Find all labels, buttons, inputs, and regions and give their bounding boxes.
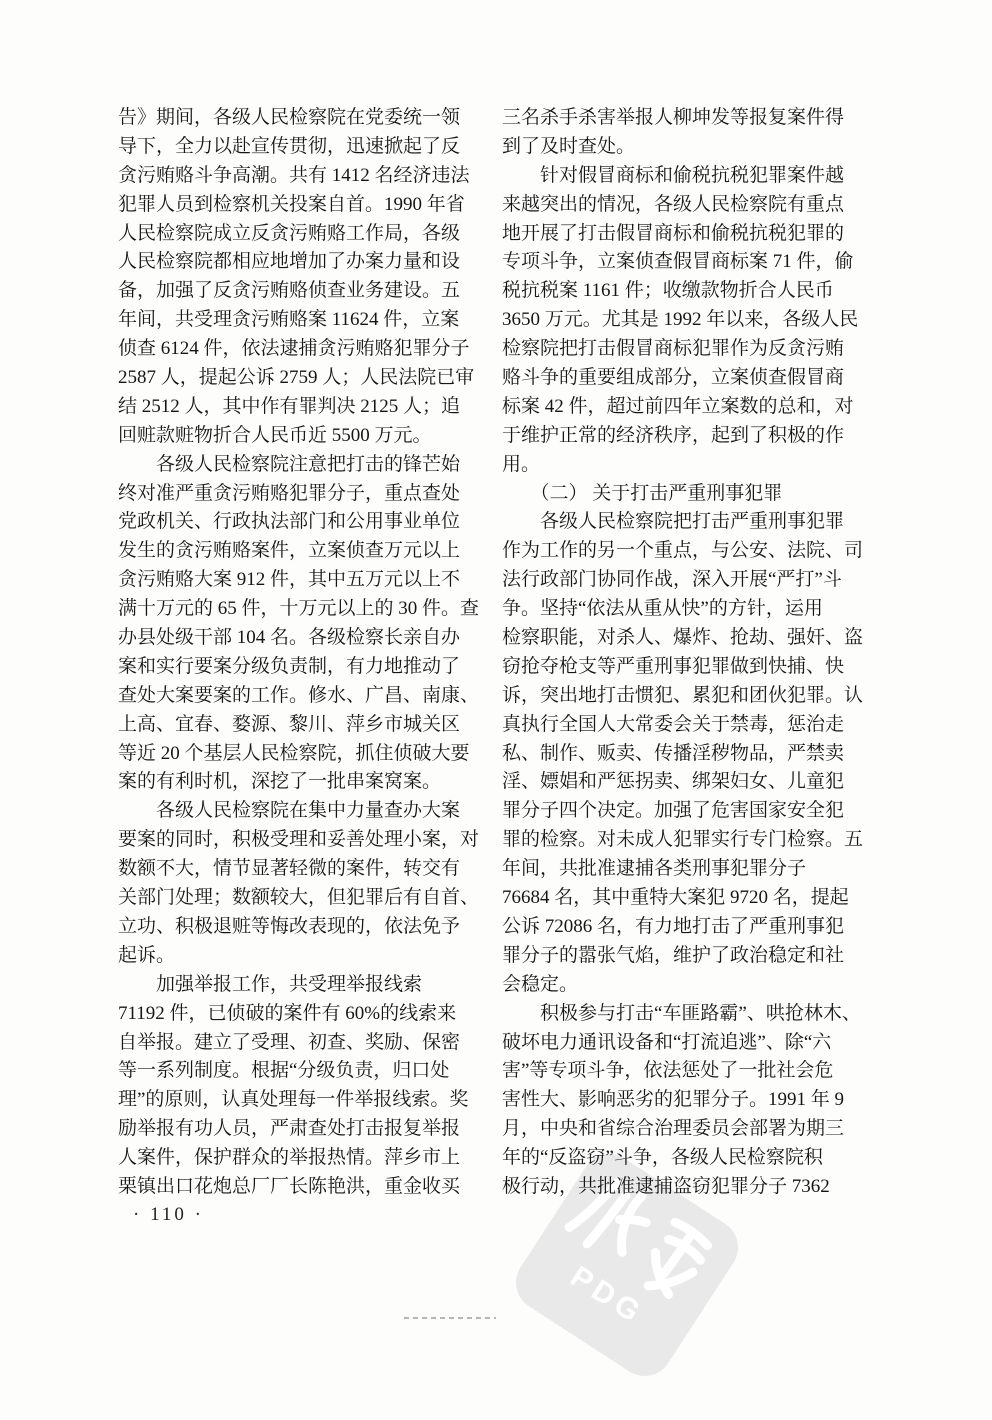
text-line: （二） 关于打击严重刑事犯罪 bbox=[502, 482, 783, 504]
text-line: 法行政部门协同作战，深入开展“严打”斗 bbox=[502, 569, 842, 591]
text-line: 满十万元的 65 件，十万元以上的 30 件。查 bbox=[118, 598, 480, 620]
text-line: 导下，全力以赴宣传贯彻，迅速掀起了反 bbox=[118, 135, 461, 157]
text-line: 数额不大，情节显著轻微的案件，转交有 bbox=[118, 858, 461, 880]
text-line: 犯罪人员到检察机关投案自首。1990 年省 bbox=[118, 193, 465, 215]
text-line: 标案 42 件，超过前四年立案数的总和，对 bbox=[502, 395, 854, 417]
text-line: 贪污贿赂斗争高潮。共有 1412 名经济违法 bbox=[118, 164, 470, 186]
text-line: 起诉。 bbox=[118, 944, 176, 966]
text-line: 等近 20 个基层人民检察院，抓住侦破大要 bbox=[118, 742, 470, 764]
text-line: 加强举报工作，共受理举报线索 bbox=[118, 973, 423, 995]
text-line: 立功、积极退赃等悔改表现的，依法免予 bbox=[118, 915, 461, 937]
text-line: 栗镇出口花炮总厂厂长陈艳洪，重金收买 bbox=[118, 1175, 461, 1197]
text-line: 害”等专项斗争，依法惩处了一批社会危 bbox=[502, 1060, 834, 1082]
text-line: 争。坚持“依法从重从快”的方针，运用 bbox=[502, 598, 823, 620]
text-line: 税抗税案 1161 件；收缴款物折合人民币 bbox=[502, 280, 834, 302]
text-line: 罪分子四个决定。加强了危害国家安全犯 bbox=[502, 800, 845, 822]
text-line: 会稳定。 bbox=[502, 973, 579, 995]
text-line: 三名杀手杀害举报人柳坤发等报复案件得 bbox=[502, 107, 845, 128]
text-line: 检察院把打击假冒商标犯罪作为反贪污贿 bbox=[502, 338, 845, 360]
text-line: 来越突出的情况，各级人民检察院有重点 bbox=[502, 193, 845, 215]
text-line: 月，中央和省综合治理委员会部署为期三 bbox=[502, 1118, 845, 1140]
text-line: 害性大、影响恶劣的犯罪分子。1991 年 9 bbox=[502, 1089, 845, 1111]
text-line: 破坏电力通讯设备和“打流追逃”、除“六 bbox=[502, 1031, 832, 1053]
text-line: 各级人民检察院注意把打击的锋芒始 bbox=[118, 453, 461, 475]
text-line: 查处大案要案的工作。修水、广昌、南康、 bbox=[118, 684, 480, 706]
text-line: 地开展了打击假冒商标和偷税抗税犯罪的 bbox=[502, 222, 845, 244]
text-line: 上高、宜春、婺源、黎川、萍乡市城关区 bbox=[118, 713, 461, 735]
text-line: 年间，共受理贪污贿赂案 11624 件，立案 bbox=[118, 309, 460, 331]
scan-artifact-line bbox=[404, 1317, 496, 1319]
text-line: 用。 bbox=[502, 453, 541, 475]
text-line: 71192 件，已侦破的案件有 60%的线索来 bbox=[118, 1002, 457, 1024]
text-line: 要案的同时，积极受理和妥善处理小案，对 bbox=[118, 829, 480, 851]
text-line: 真执行全国人大常委会关于禁毒，惩治走 bbox=[502, 713, 845, 735]
text-line: 私、制作、贩卖、传播淫秽物品，严禁卖 bbox=[502, 742, 845, 764]
text-line: 回赃款赃物折合人民币近 5500 万元。 bbox=[118, 424, 432, 446]
text-line: 人案件，保护群众的举报热情。萍乡市上 bbox=[118, 1147, 461, 1169]
text-line: 发生的贪污贿赂案件，立案侦查万元以上 bbox=[118, 540, 461, 562]
text-line: 76684 名，其中重特大案犯 9720 名，提起 bbox=[502, 887, 849, 909]
text-line: 窃抢夺枪支等严重刑事犯罪做到快捕、快 bbox=[502, 655, 845, 677]
text-line: 自举报。建立了受理、初查、奖励、保密 bbox=[118, 1031, 461, 1053]
text-line: 到了及时查处。 bbox=[502, 135, 636, 157]
text-line: 赂斗争的重要组成部分，立案侦查假冒商 bbox=[502, 367, 845, 389]
text-line: 3650 万元。尤其是 1992 年以来，各级人民 bbox=[502, 309, 859, 331]
text-line: 备，加强了反贪污贿赂侦查业务建设。五 bbox=[118, 280, 461, 302]
text-line: 罪的检察。对未成人犯罪实行专门检察。五 bbox=[502, 829, 864, 851]
text-line: 作为工作的另一个重点，与公安、法院、司 bbox=[502, 540, 864, 562]
text-line: 贪污贿赂大案 912 件，其中五万元以上不 bbox=[118, 569, 461, 591]
text-line: 年的“反盗窃”斗争，各级人民检察院积 bbox=[502, 1147, 823, 1169]
text-line: 人民检察院都相应地增加了办案力量和设 bbox=[118, 251, 461, 273]
text-line: 诉，突出地打击惯犯、累犯和团伙犯罪。认 bbox=[502, 684, 864, 706]
text-line: 等一系列制度。根据“分级负责，归口处 bbox=[118, 1060, 450, 1082]
text-column-left bbox=[118, 104, 480, 1202]
text-line: 于维护正常的经济秩序，起到了积极的作 bbox=[502, 424, 845, 446]
text-line: 关部门处理；数额较大，但犯罪后有自首、 bbox=[118, 887, 480, 909]
text-line: 各级人民检察院在集中力量查办大案 bbox=[118, 800, 461, 822]
text-line: 结 2512 人，其中作有罪判决 2125 人；追 bbox=[118, 395, 461, 417]
text-line: 针对假冒商标和偷税抗税犯罪案件越 bbox=[502, 164, 845, 186]
text-line: 办县处级干部 104 名。各级检察长亲自办 bbox=[118, 627, 461, 649]
text-line: 专项斗争，立案侦查假冒商标案 71 件，偷 bbox=[502, 251, 854, 273]
text-line: 理”的原则，认真处理每一件举报线索。奖 bbox=[118, 1089, 469, 1111]
text-line: 公诉 72086 名，有力地打击了严重刑事犯 bbox=[502, 915, 845, 937]
pdg-watermark-label: PDG bbox=[564, 1259, 650, 1332]
text-line: 侦查 6124 件，依法逮捕贪污贿赂犯罪分子 bbox=[118, 338, 470, 360]
text-line: 罪分子的嚣张气焰，维护了政治稳定和社 bbox=[502, 944, 845, 966]
page-number: · 110 · bbox=[133, 1204, 204, 1225]
text-line: 积极参与打击“车匪路霸”、哄抢林木、 bbox=[502, 1002, 861, 1024]
text-line: 淫、嫖娼和严惩拐卖、绑架妇女、儿童犯 bbox=[502, 771, 845, 793]
text-column-right bbox=[502, 104, 864, 1202]
text-line: 2587 人，提起公诉 2759 人；人民法院已审 bbox=[118, 367, 475, 389]
text-line: 极行动，共批准逮捕盗窃犯罪分子 7362 bbox=[502, 1175, 830, 1197]
text-line: 终对准严重贪污贿赂犯罪分子，重点查处 bbox=[118, 482, 461, 504]
text-line: 检察职能，对杀人、爆炸、抢劫、强奸、盗 bbox=[502, 627, 864, 649]
text-line: 告》期间，各级人民检察院在党委统一领 bbox=[118, 107, 461, 128]
text-line: 党政机关、行政执法部门和公用事业单位 bbox=[118, 511, 461, 533]
text-line: 各级人民检察院把打击严重刑事犯罪 bbox=[502, 511, 845, 533]
text-line: 励举报有功人员，严肃查处打击报复举报 bbox=[118, 1118, 461, 1140]
text-line: 年间，共批准逮捕各类刑事犯罪分子 bbox=[502, 858, 807, 880]
text-line: 案和实行要案分级负责制，有力地推动了 bbox=[118, 655, 461, 677]
text-line: 案的有利时机，深挖了一批串案窝案。 bbox=[118, 771, 442, 793]
text-line: 人民检察院成立反贪污贿赂工作局，各级 bbox=[118, 222, 461, 244]
